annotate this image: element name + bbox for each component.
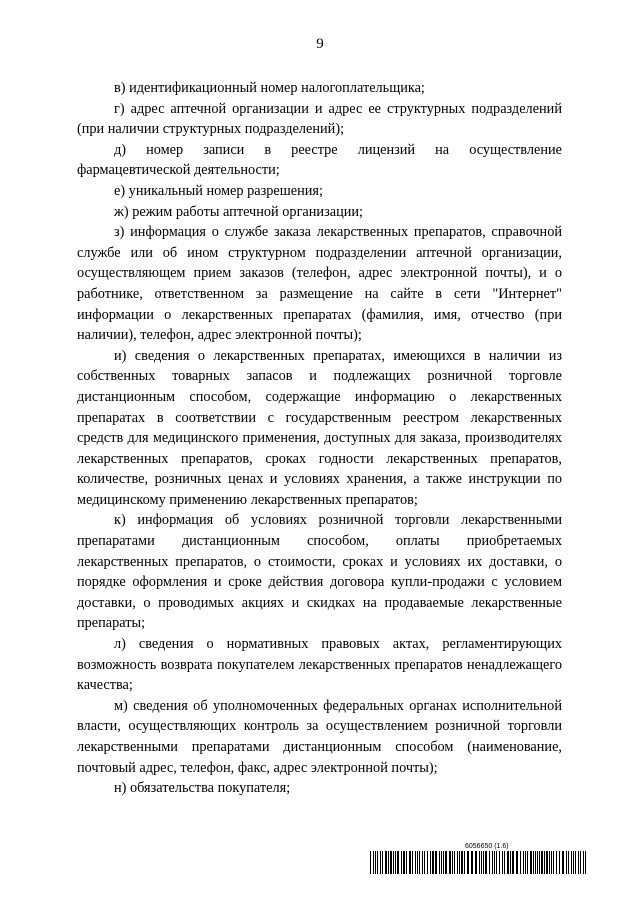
- paragraph-zh: ж) режим работы аптечной организации;: [114, 203, 364, 220]
- paragraph-m: м) сведения об уполномоченных федеральных органах исполнительной власти, осуществляющих контроль за осуществлением розничной торговли лекарственными препаратами дистанционным способом (наименование, почтовый адрес, телефон, факс, адрес электронной почты);: [77, 697, 562, 776]
- barcode-icon: [370, 851, 588, 874]
- paragraph-n: н) обязательства покупателя;: [114, 780, 291, 797]
- paragraph-v: в) идентификационный номер налогоплательщика;: [114, 80, 425, 96]
- barcode-block: [370, 843, 588, 874]
- paragraph-g: г) адрес аптечной организации и адрес ее структурных подразделений (при наличии структурных подразделений);: [77, 100, 562, 138]
- paragraph-i: и) сведения о лекарственных препаратах, имеющихся в наличии из собственных товарных запасов и подлежащих розничной торговле дистанционным способом, содержащие информацию о лекарственных препаратах в соответствии с государственным реестром лекарственных средств для медицинского применения, доступных для заказа, производителях лекарственных препаратов, сроках годности лекарственных препаратов, количестве, розничных ценах и условиях хранения, а также инструкции по медицинскому применению лекарственных препаратов;: [77, 347, 562, 508]
- paragraph-e: е) уникальный номер разрешения;: [114, 182, 323, 199]
- paragraph-d: д) номер записи в реестре лицензий на осуществление фармацевтической деятельности;: [77, 141, 562, 179]
- paragraph-k: к) информация об условиях розничной торговли лекарственными препаратами дистанционным способом, оплаты приобретаемых лекарственных препаратов, о стоимости, сроках и условиях их доставки, о порядке оформления и сроке действия договора купли-продажи с условием доставки, о проводимых акциях и скидках на продаваемые лекарственные препараты;: [77, 512, 562, 632]
- paragraph-l: л) сведения о нормативных правовых актах, регламентирующих возможность возврата покупателем лекарственных препаратов ненадлежащего качества;: [77, 636, 562, 694]
- barcode-code: 6056650 (1.6): [465, 843, 509, 850]
- paragraph-z: з) информация о службе заказа лекарственных препаратов, справочной службе или об ином структурном подразделении аптечной организации, осуществляющем прием заказов (телефон, адрес электронной почты), и о работнике, ответственном за размещение на сайте в сети "Интернет" информации о лекарственных препаратах (фамилия, имя, отчество (при наличии), телефон, адрес электронной почты);: [77, 224, 562, 344]
- page-number: 9: [316, 36, 324, 52]
- document-body: [77, 78, 562, 799]
